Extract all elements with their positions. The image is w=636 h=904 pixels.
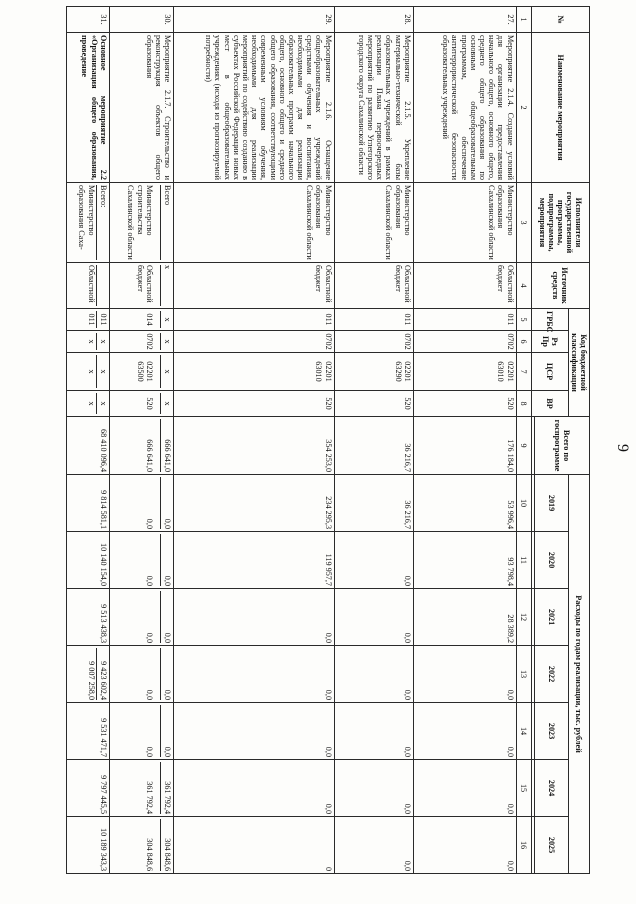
vr-code: 520 (334, 391, 413, 417)
rotated-page (66, 6, 590, 874)
csr-code (109, 353, 173, 391)
executor-total: Всего (163, 185, 173, 206)
csr-code: 02201 63290 (334, 353, 413, 391)
year-value: 36 216,7 (334, 475, 413, 532)
source-total: x (163, 265, 173, 270)
index-cell: 15 (516, 760, 531, 817)
index-cell: 16 (516, 817, 531, 874)
page-number: 9 (614, 444, 631, 452)
header-rzpr: Рз Пр (531, 331, 568, 353)
header-csr: ЦСР (531, 353, 568, 391)
rzpr-total: x (98, 339, 108, 344)
year-value: 0,0 (174, 703, 335, 760)
year-part: 9 007 258,0 (86, 648, 96, 700)
year-sum: 304 848,6 (163, 838, 173, 872)
year-value: 0,0 (413, 817, 516, 874)
year-value (67, 703, 110, 760)
year-value (109, 703, 173, 760)
year-value: 0,0 (413, 646, 516, 703)
grbs-value: 011 (86, 311, 96, 328)
year-value: 0,0 (413, 760, 516, 817)
table-row (109, 7, 173, 874)
header-year: 2019 (534, 475, 568, 532)
header-year: 2025 (534, 817, 568, 874)
executor: Министерство образования Сахалинской области (174, 183, 335, 263)
year-part: 0,0 (145, 534, 161, 586)
total-sum: 68 410 096,4 (98, 429, 108, 473)
funding-source: Областной бюджет (174, 263, 335, 309)
total-value: 36 216,7 (334, 417, 413, 475)
year-sum: 9 814 581,1 (98, 490, 108, 530)
year-value (109, 817, 173, 874)
index-cell: 6 (516, 331, 531, 353)
year-sum: 0,0 (163, 632, 173, 644)
header-vr: ВР (531, 391, 568, 417)
row-number: 29. (174, 7, 335, 33)
header-year: 2020 (534, 532, 568, 589)
index-cell: 2 (516, 33, 531, 183)
vr-code: 520 (174, 391, 335, 417)
source-total (99, 265, 108, 306)
budget-table (66, 6, 590, 874)
rzpr-total: x (163, 339, 173, 344)
vr-code (67, 391, 110, 417)
year-sum: 10 140 154,0 (98, 543, 108, 587)
year-value: 234 295,3 (174, 475, 335, 532)
rzpr-code (67, 331, 110, 353)
rzpr-code (109, 331, 173, 353)
table-header (516, 7, 589, 874)
vr-total: x (163, 401, 173, 406)
header-executor: Исполнители государственной программы, подпрограммы, мероприятия (531, 183, 589, 263)
index-cell: 4 (516, 263, 531, 309)
table-row (67, 7, 110, 874)
year-value (109, 532, 173, 589)
year-part: 0,0 (145, 591, 161, 643)
executor (109, 183, 173, 263)
header-budget-code: Код бюджетной классификации (568, 309, 589, 417)
year-sum: 0,0 (163, 689, 173, 701)
csr-code: 02201 63010 (174, 353, 335, 391)
total-value: 176 184,0 (413, 417, 516, 475)
csr-total: x (163, 369, 173, 374)
total-sum: 666 641,0 (163, 439, 173, 473)
index-cell: 9 (516, 417, 531, 475)
rzpr-value: x (86, 333, 96, 350)
header-source: Источник средств (531, 263, 589, 309)
row-number: 31. (67, 7, 110, 33)
activity-title: Основное мероприятие 2.2 «Организация общего образования, проведение (80, 35, 108, 180)
funding-source: Областной бюджет (413, 263, 516, 309)
source-name: Областной (86, 265, 96, 306)
index-cell: 1 (516, 7, 531, 33)
table-row (334, 7, 413, 874)
year-value: 0,0 (174, 760, 335, 817)
index-cell: 14 (516, 703, 531, 760)
vr-total: x (98, 401, 108, 406)
rzpr-value: 0702 (145, 333, 161, 350)
header-year: 2022 (534, 646, 568, 703)
year-part: 304 848,6 (145, 819, 161, 871)
executor-name: Министерство строительства Сахалинской области (126, 185, 161, 260)
header-grbs: ГРБС (531, 309, 568, 331)
year-sum: 9 797 445,5 (98, 775, 108, 815)
header-year: 2024 (534, 760, 568, 817)
executor (67, 183, 110, 263)
grbs-value: 014 (145, 311, 161, 328)
year-value: 53 996,4 (413, 475, 516, 532)
year-sum: 9 513 438,3 (98, 604, 108, 644)
rzpr-code: 0702 (174, 331, 335, 353)
year-value: 0 (174, 817, 335, 874)
grbs-code (67, 309, 110, 331)
vr-code: 520 (413, 391, 516, 417)
year-value (109, 760, 173, 817)
rzpr-code: 0702 (334, 331, 413, 353)
header-no: № (531, 7, 589, 33)
total-value (109, 417, 173, 475)
vr-value: x (86, 393, 96, 414)
executor: Министерство образования Сахалинской области (413, 183, 516, 263)
year-value: 0,0 (334, 703, 413, 760)
year-value: 0,0 (334, 646, 413, 703)
grbs-code (109, 309, 173, 331)
year-sum: 9 531 471,7 (98, 718, 108, 758)
grbs-code: 011 (413, 309, 516, 331)
executor-total: Всего: (98, 185, 108, 208)
rzpr-code: 0702 (413, 331, 516, 353)
activity-name: Мероприятие 2.1.4. Создание условий для организации предоставления начального общего, основного общего, среднего общего образования по основным общеобразовательным программам, обеспечение антитеррористической безопасности образовательных учреждений (413, 33, 516, 183)
year-value (67, 532, 110, 589)
index-cell: 7 (516, 353, 531, 391)
year-value: 28 389,2 (413, 589, 516, 646)
row-number: 30. (109, 7, 173, 33)
year-value (67, 646, 110, 703)
year-sum: 0,0 (163, 575, 173, 587)
year-value: 0,0 (174, 589, 335, 646)
csr-code (67, 353, 110, 391)
header-total: Всего по госпрограмме (534, 417, 589, 475)
year-value: 0,0 (334, 532, 413, 589)
year-value: 0,0 (334, 817, 413, 874)
year-part: 0,0 (145, 477, 161, 529)
total-value: 354 253,0 (174, 417, 335, 475)
csr-total: x (98, 369, 108, 374)
year-sum: 0,0 (163, 746, 173, 758)
csr-value: 02201 63500 (136, 355, 161, 388)
year-value (67, 760, 110, 817)
activity-name: Мероприятие 2.1.6. Оснащение общеобразовательных учреждений средствами обучения и воспитания, необходимыми для реализации образовательных программ начального общего, основного общего и среднего общего образования, соответствующими современным условиям обучения, необходимыми для реализации мероприятий по содействию созданию в субъектах Российской Федерации новых мест в общеобразовательных учреждениях (исходя из прогнозируемой потребности) (174, 33, 335, 183)
row-number: 27. (413, 7, 516, 33)
executor-name: Министерство образования Саха- (77, 185, 96, 260)
index-cell: 12 (516, 589, 531, 646)
grbs-code: 011 (334, 309, 413, 331)
year-value: 0,0 (334, 760, 413, 817)
header-year: 2023 (534, 703, 568, 760)
funding-source (109, 263, 173, 309)
year-part: 0,0 (145, 705, 161, 757)
header-activity: Наименование мероприятия (531, 33, 589, 183)
csr-code: 02201 63010 (413, 353, 516, 391)
grbs-total: x (163, 317, 173, 322)
year-part: 361 792,4 (145, 762, 161, 814)
index-cell: 3 (516, 183, 531, 263)
total-part: 666 641,0 (145, 419, 161, 472)
grbs-total: 011 (98, 313, 108, 326)
year-value (67, 589, 110, 646)
year-sum: 361 792,4 (163, 781, 173, 815)
year-value (109, 475, 173, 532)
index-cell: 11 (516, 532, 531, 589)
index-cell: 13 (516, 646, 531, 703)
year-part: 0,0 (145, 648, 161, 700)
activity-name: Мероприятие 2.1.7. Строительство и реконструкция объектов общего образования (109, 33, 173, 183)
year-value (67, 475, 110, 532)
year-sum: 0,0 (163, 518, 173, 530)
header-expenses: Расходы по годам реализации, тыс. рублей (568, 475, 589, 874)
vr-value: 520 (145, 393, 161, 414)
row-number: 28. (334, 7, 413, 33)
funding-source: Областной бюджет (334, 263, 413, 309)
executor: Министерство образования Сахалинской области (334, 183, 413, 263)
source-name: Областной бюджет (136, 265, 161, 306)
vr-code (109, 391, 173, 417)
grbs-code: 011 (174, 309, 335, 331)
year-value (109, 589, 173, 646)
year-value (67, 817, 110, 874)
funding-source (67, 263, 110, 309)
year-value: 93 798,4 (413, 532, 516, 589)
year-value: 0,0 (413, 703, 516, 760)
index-row (516, 7, 531, 874)
activity-name: Мероприятие 2.1.5. Укрепление материально-технической базы образовательных учреждений в рамках реализации Плана первоочередных мероприятий по развитию Углегорского городского округа Сахалинской области (334, 33, 413, 183)
total-value (67, 417, 110, 475)
table-row (174, 7, 335, 874)
year-value (109, 646, 173, 703)
year-value: 119 957,7 (174, 532, 335, 589)
table-row (413, 7, 516, 874)
header-year: 2021 (534, 589, 568, 646)
index-cell: 5 (516, 309, 531, 331)
year-value: 0,0 (334, 589, 413, 646)
index-cell: 8 (516, 391, 531, 417)
year-sum: 9 423 602,4 (98, 661, 108, 701)
year-sum: 10 189 343,3 (98, 828, 108, 872)
year-value: 0,0 (174, 646, 335, 703)
activity-name (67, 33, 110, 183)
index-cell: 10 (516, 475, 531, 532)
csr-value: x (86, 355, 96, 388)
